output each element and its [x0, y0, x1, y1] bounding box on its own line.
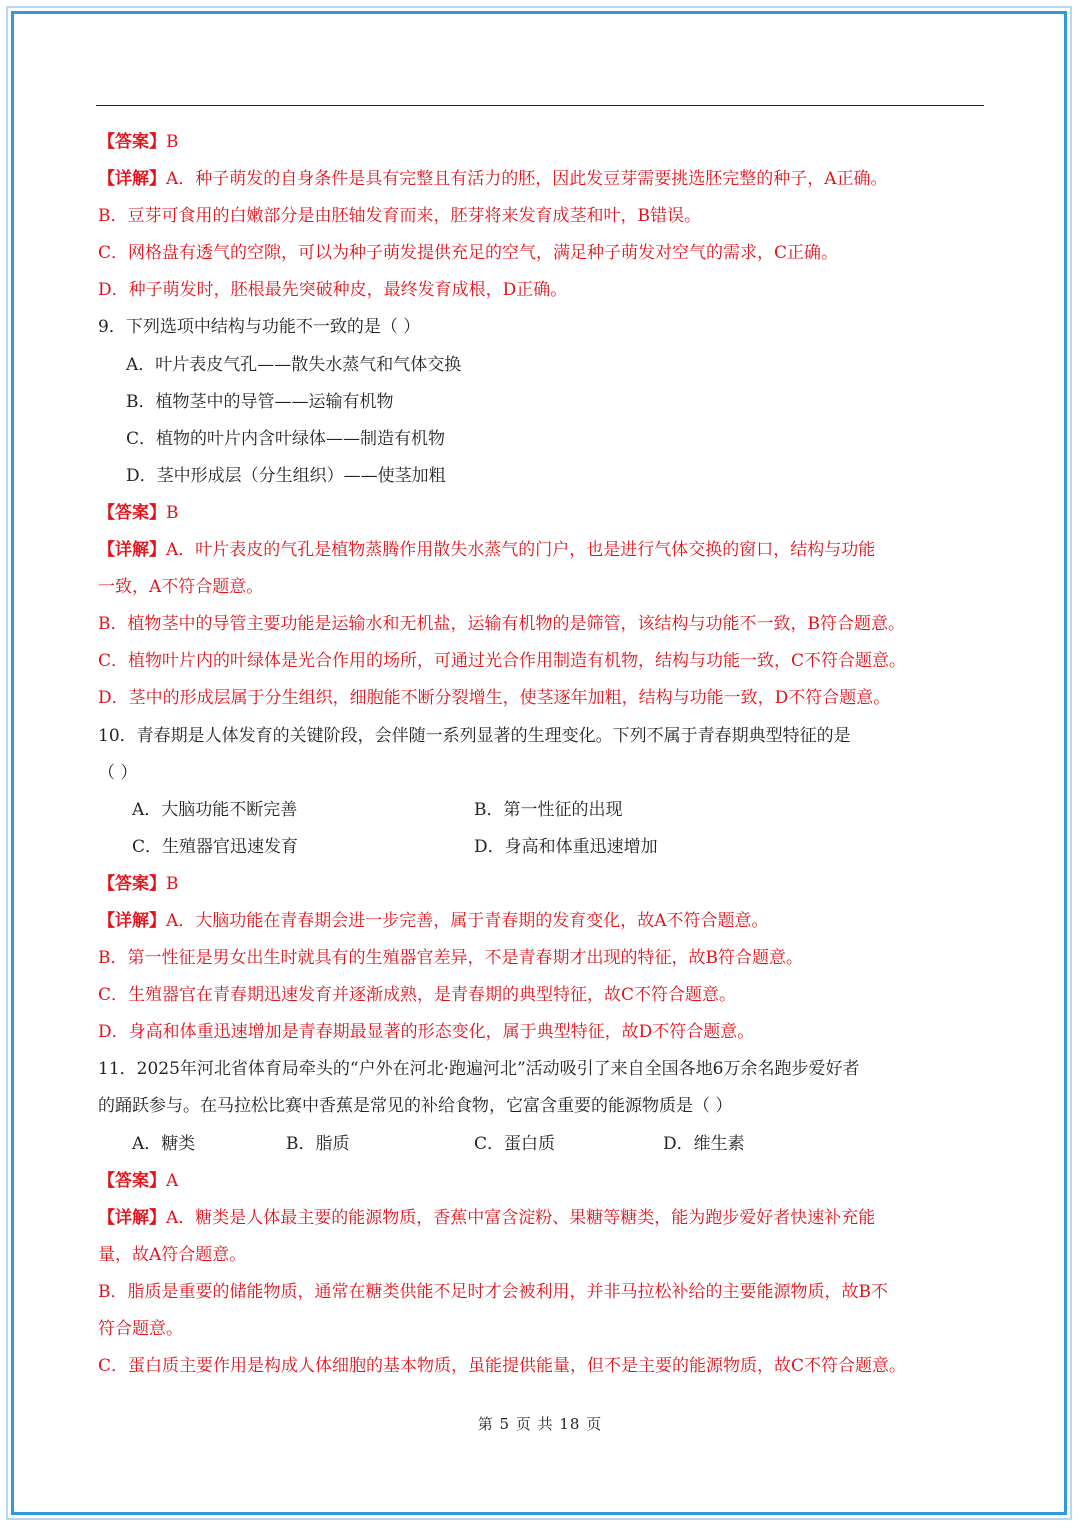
answer-value: B: [166, 873, 179, 894]
q8-answer: [98, 124, 998, 161]
q11-option-c: C．蛋白质: [474, 1133, 556, 1154]
q11-detail-b: B．脂质是重要的储能物质，通常在糖类供能不足时才会被利用，并非马拉松补给的主要能源物质，故B不: [98, 1281, 888, 1302]
q11-stem: 11．2025年河北省体育局牵头的“户外在河北·跑遍河北”活动吸引了来自全国各地6万余名跑步爱好者: [98, 1059, 860, 1080]
q9-detail-c: C．植物叶片内的叶绿体是光合作用的场所，可通过光合作用制造有机物，结构与功能一致，C不符合题意。: [98, 651, 907, 672]
answer-value: B: [166, 132, 179, 152]
detail-text: A．糖类是人体最主要的能源物质，香蕉中富含淀粉、果糖等糖类，能为跑步爱好者快速补充能: [166, 1207, 876, 1228]
q10-option-c: C．生殖器官迅速发育: [132, 836, 299, 857]
q9-option-b: B．植物茎中的导管——运输有机物: [126, 391, 394, 412]
q10-detail-d: D．身高和体重迅速增加是青春期最显著的形态变化，属于典型特征，故D不符合题意。: [98, 1022, 755, 1043]
q9-option-d: D．茎中形成层（分生组织）——使茎加粗: [126, 465, 446, 486]
q8-detail-b: B．豆芽可食用的白嫩部分是由胚轴发育而来，胚芽将来发育成茎和叶，B错误。: [98, 206, 701, 227]
q9-detail-d: D．茎中的形成层属于分生组织，细胞能不断分裂增生，使茎逐年加粗，结构与功能一致，D不符合题意。: [98, 688, 891, 709]
detail-text: A．大脑功能在青春期会进一步完善，属于青春期的发育变化，故A不符合题意。: [166, 910, 769, 931]
q9-option-a: A．叶片表皮气孔——散失水蒸气和气体交换: [126, 354, 462, 375]
q11-option-a: A．糖类: [132, 1133, 196, 1154]
detail-tag: 【详解】: [98, 169, 166, 190]
q8-detail-d: D．种子萌发时，胚根最先突破种皮，最终发育成根，D正确。: [98, 280, 568, 301]
q9-detail-b: B．植物茎中的导管主要功能是运输水和无机盐，运输有机物的是筛管，该结构与功能不一致，B符合题意。: [98, 614, 905, 635]
q11-options: [98, 1126, 998, 1163]
q9-answer: [98, 495, 998, 532]
q11-detail-a: [98, 1200, 998, 1237]
q11-detail-a-cont: 量，故A符合题意。: [98, 1244, 247, 1265]
page-number-footer: 第 5 页 共 18 页: [477, 1415, 603, 1433]
detail-tag: 【详解】: [98, 540, 166, 561]
q10-options-row1: [98, 792, 998, 829]
q11-detail-c: C．蛋白质主要作用是构成人体细胞的基本物质，虽能提供能量，但不是主要的能源物质，故C不符合题意。: [98, 1356, 907, 1377]
q10-detail-a: [98, 903, 998, 940]
answer-tag: 【答案】: [98, 873, 166, 894]
q11-stem-cont: 的踊跃参与。在马拉松比赛中香蕉是常见的补给食物，它富含重要的能源物质是（ ）: [98, 1096, 733, 1117]
q10-detail-b: B．第一性征是男女出生时就具有的生殖器官差异，不是青春期才出现的特征，故B符合题意。: [98, 948, 803, 969]
q10-option-b: B．第一性征的出现: [474, 799, 623, 820]
answer-value: B: [166, 502, 179, 523]
q10-stem: 10．青春期是人体发育的关键阶段，会伴随一系列显著的生理变化。下列不属于青春期典型特征的是: [98, 725, 851, 746]
detail-tag: 【详解】: [98, 910, 166, 931]
q10-detail-c: C．生殖器官在青春期迅速发育并逐渐成熟，是青春期的典型特征，故C不符合题意。: [98, 985, 737, 1006]
q10-stem-cont: （ ）: [98, 762, 138, 783]
q10-options-row2: [98, 829, 998, 866]
q11-option-d: D．维生素: [663, 1133, 745, 1154]
q9-option-c: C．植物的叶片内含叶绿体——制造有机物: [126, 428, 446, 449]
q9-stem: 9．下列选项中结构与功能不一致的是（ ）: [98, 317, 421, 338]
answer-tag: 【答案】: [98, 132, 166, 152]
detail-tag: 【详解】: [98, 1207, 166, 1228]
detail-text: A．叶片表皮的气孔是植物蒸腾作用散失水蒸气的门户，也是进行气体交换的窗口，结构与功能: [166, 540, 876, 561]
q9-detail-a: [98, 532, 998, 569]
q11-answer: [98, 1163, 998, 1200]
answer-tag: 【答案】: [98, 1170, 166, 1191]
detail-text: A．种子萌发的自身条件是具有完整且有活力的胚，因此发豆芽需要挑选胚完整的种子，A正确。: [166, 169, 888, 190]
q8-detail-a: [98, 161, 998, 198]
q10-option-a: A．大脑功能不断完善: [132, 799, 298, 820]
q11-option-b: B．脂质: [286, 1133, 350, 1154]
header-rule: [96, 105, 984, 106]
q8-detail-c: C．网格盘有透气的空隙，可以为种子萌发提供充足的空气，满足种子萌发对空气的需求，C正确。: [98, 243, 839, 264]
q11-detail-b-cont: 符合题意。: [98, 1319, 183, 1339]
answer-value: A: [166, 1170, 179, 1191]
q10-option-d: D．身高和体重迅速增加: [474, 836, 658, 857]
page-content: [98, 124, 998, 1385]
answer-tag: 【答案】: [98, 502, 166, 523]
q10-answer: [98, 866, 998, 903]
q9-detail-a-cont: 一致，A不符合题意。: [98, 577, 264, 598]
